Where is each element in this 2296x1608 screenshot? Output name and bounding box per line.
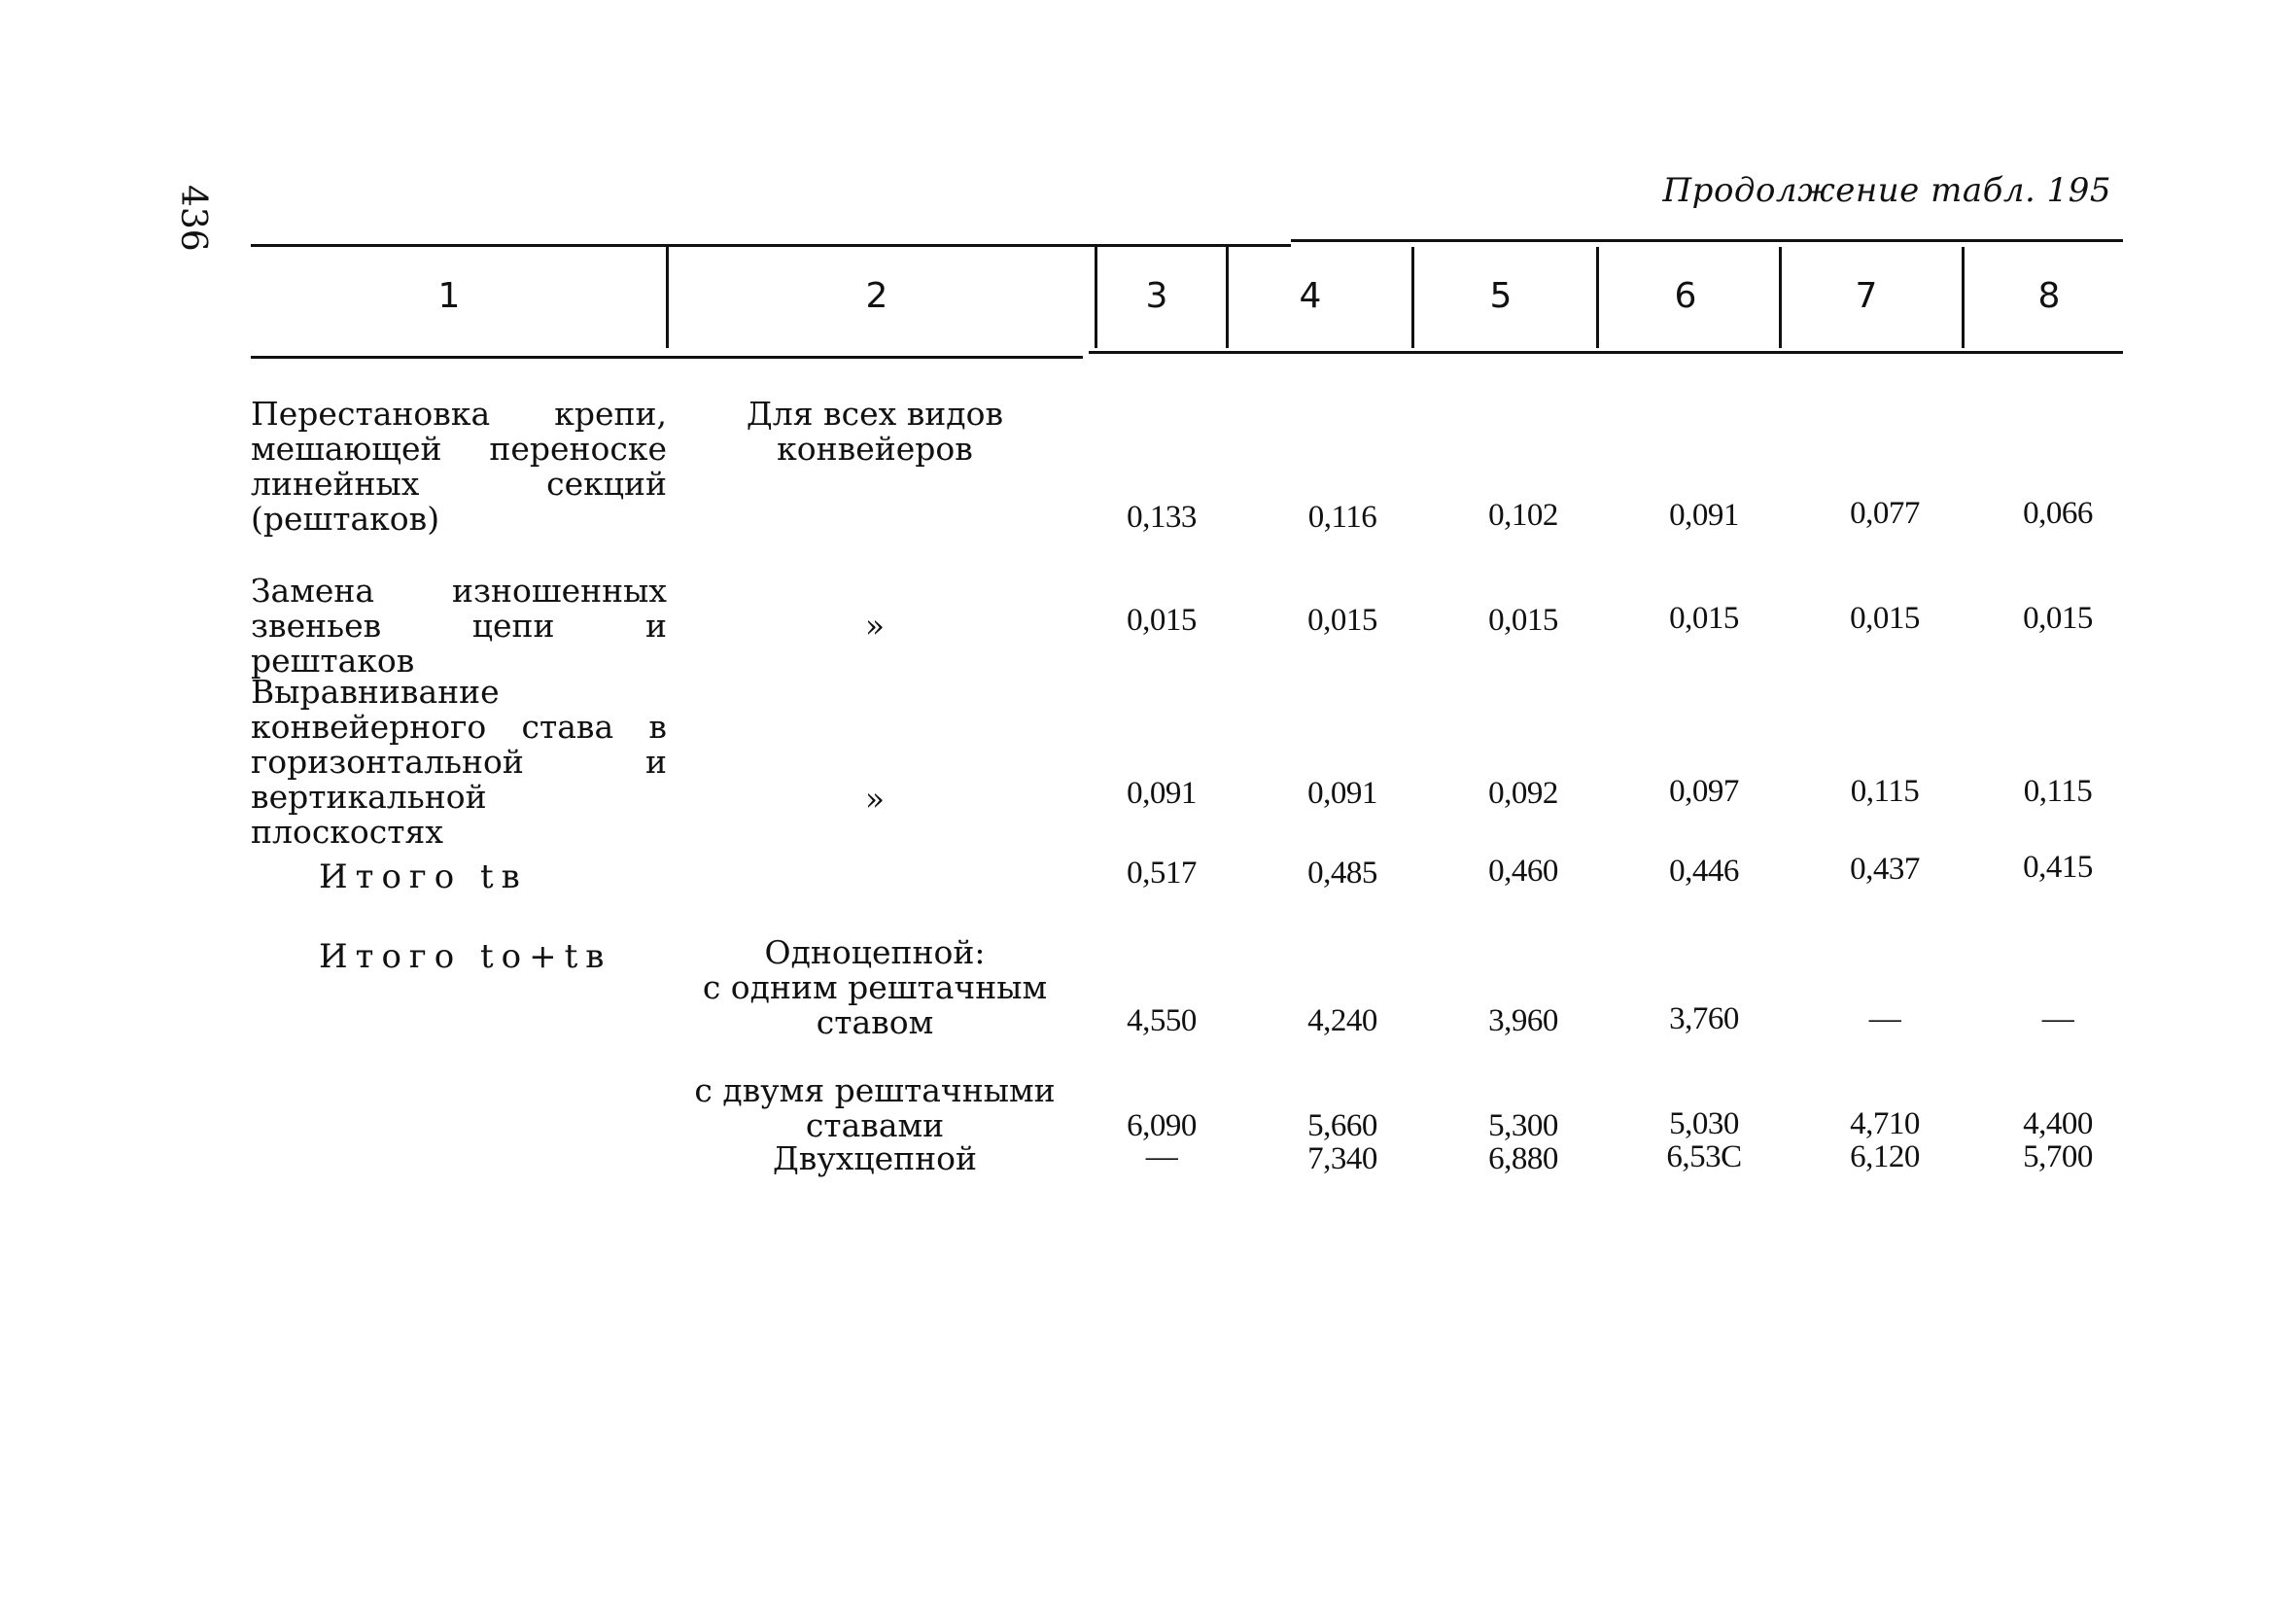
row-2-val-6: 0,015 bbox=[1669, 601, 1739, 636]
row-3-val-6: 0,097 bbox=[1669, 774, 1739, 809]
sub1-val-3: 4,550 bbox=[1127, 1003, 1197, 1038]
sub2-val-8: 4,400 bbox=[2023, 1106, 2093, 1141]
sub1-val-5: 3,960 bbox=[1488, 1003, 1558, 1038]
col-separator-7 bbox=[1962, 247, 1965, 348]
row-1-val-8: 0,066 bbox=[2023, 496, 2093, 531]
single-chain-title: Одноцепной: bbox=[764, 933, 986, 971]
row-1-col2: Для всех видов конвейеров bbox=[746, 395, 1004, 468]
page-number: 436 bbox=[173, 185, 213, 252]
row-1-val-4: 0,116 bbox=[1307, 500, 1377, 535]
total-tv-val-5: 0,460 bbox=[1488, 854, 1558, 889]
row-3-val-8: 0,115 bbox=[2023, 774, 2093, 809]
header-bottom-rule-right bbox=[1089, 351, 2123, 354]
sub3-label: Двухцепной bbox=[772, 1139, 978, 1177]
header-col-8: 8 bbox=[2037, 276, 2061, 316]
sub3-val-4: 7,340 bbox=[1307, 1141, 1377, 1176]
total-tv-val-8: 0,415 bbox=[2023, 850, 2093, 885]
row-1-label: Перестановка крепи, мешающей переноске линейных секций (рештаков) bbox=[251, 395, 667, 538]
col-separator-5 bbox=[1596, 247, 1599, 348]
header-col-1: 1 bbox=[437, 276, 461, 316]
header-col-6: 6 bbox=[1674, 276, 1697, 316]
total-tv-label: Итого tв bbox=[319, 857, 528, 896]
sub1-val-4: 4,240 bbox=[1307, 1003, 1377, 1038]
row-2-val-7: 0,015 bbox=[1850, 601, 1920, 636]
row-1-val-6: 0,091 bbox=[1669, 498, 1739, 533]
header-col-3: 3 bbox=[1145, 276, 1168, 316]
total-tv-val-6: 0,446 bbox=[1669, 854, 1739, 889]
sub3-val-6: 6,53С bbox=[1666, 1139, 1742, 1174]
sub1-val-8: — bbox=[2041, 1001, 2074, 1036]
header-bottom-rule-left bbox=[251, 356, 1083, 359]
row-2-label: Замена изношенных звеньев цепи и рештаков bbox=[251, 572, 667, 680]
total-tv-val-3: 0,517 bbox=[1127, 856, 1197, 891]
row-3-col2: » bbox=[864, 780, 886, 818]
row-3-val-3: 0,091 bbox=[1127, 776, 1197, 811]
sub2-val-5: 5,300 bbox=[1488, 1108, 1558, 1143]
total-to-tv-label: Итого tо+tв bbox=[319, 937, 612, 976]
row-1-val-7: 0,077 bbox=[1850, 496, 1920, 531]
row-2-col2: » bbox=[864, 607, 886, 645]
row-3-val-4: 0,091 bbox=[1307, 776, 1377, 811]
col-separator-4 bbox=[1411, 247, 1414, 348]
sub3-val-7: 6,120 bbox=[1850, 1139, 1920, 1174]
row-1-val-3: 0,133 bbox=[1127, 500, 1197, 535]
sub2-val-7: 4,710 bbox=[1850, 1106, 1920, 1141]
col-separator-3 bbox=[1226, 247, 1229, 348]
row-3-val-5: 0,092 bbox=[1488, 776, 1558, 811]
header-col-5: 5 bbox=[1489, 276, 1513, 316]
header-top-rule bbox=[251, 244, 1291, 247]
header-top-rule-right bbox=[1291, 239, 2123, 242]
row-2-val-3: 0,015 bbox=[1127, 603, 1197, 638]
sub2-val-3: 6,090 bbox=[1127, 1108, 1197, 1143]
col-separator-2 bbox=[1095, 247, 1097, 348]
sub3-val-3: — bbox=[1145, 1139, 1178, 1174]
col-separator-6 bbox=[1779, 247, 1782, 348]
sub2-val-4: 5,660 bbox=[1307, 1108, 1377, 1143]
row-2-val-4: 0,015 bbox=[1307, 603, 1377, 638]
sub3-val-8: 5,700 bbox=[2023, 1139, 2093, 1174]
header-col-2: 2 bbox=[865, 276, 888, 316]
total-tv-val-4: 0,485 bbox=[1307, 856, 1377, 891]
total-tv-val-7: 0,437 bbox=[1850, 852, 1920, 887]
col-separator-1 bbox=[666, 247, 669, 348]
sub3-val-5: 6,880 bbox=[1488, 1141, 1558, 1176]
row-3-label: Выравнивание конвейерного става в горизонтальной и вертикальной плоскостях bbox=[251, 673, 667, 851]
table-caption: Продолжение табл. 195 bbox=[1662, 171, 2111, 210]
sub2-label: с двумя рештачными ставами bbox=[694, 1071, 1056, 1144]
row-3-val-7: 0,115 bbox=[1850, 774, 1920, 809]
sub1-label: с одним рештачным ставом bbox=[702, 968, 1048, 1041]
row-2-val-5: 0,015 bbox=[1488, 603, 1558, 638]
row-1-val-5: 0,102 bbox=[1488, 498, 1558, 533]
row-2-val-8: 0,015 bbox=[2023, 601, 2093, 636]
sub1-val-6: 3,760 bbox=[1669, 1001, 1739, 1036]
sub1-val-7: — bbox=[1868, 1001, 1901, 1036]
sub2-val-6: 5,030 bbox=[1669, 1106, 1739, 1141]
header-col-7: 7 bbox=[1855, 276, 1878, 316]
header-col-4: 4 bbox=[1299, 276, 1322, 316]
